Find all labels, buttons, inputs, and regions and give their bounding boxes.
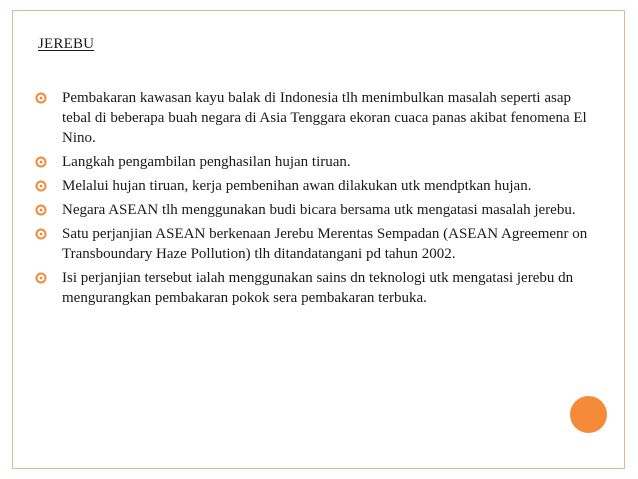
bullet-item (35, 224, 595, 264)
bullet-text: Satu perjanjian ASEAN berkenaan Jerebu Merentas Sempadan (ASEAN Agreemenr on Transboundary Haze Pollution) tlh ditandatangani pd tahun 2002. (62, 226, 588, 262)
bullet-text: Isi perjanjian tersebut ialah menggunakan sains dn teknologi utk mengatasi jerebu dn mengurangkan pembakaran pokok sera pembakaran terbuka. (62, 270, 574, 306)
bullet-list (35, 88, 595, 312)
bullet-item (35, 268, 595, 308)
bullet-icon (35, 92, 47, 104)
bullet-text: Pembakaran kawasan kayu balak di Indonesia tlh menimbulkan masalah seperti asap tebal di beberapa buah negara di Asia Tenggara ekoran cuaca panas akibat fenomena El Nino. (62, 90, 587, 146)
bullet-icon (35, 228, 47, 240)
bullet-item (35, 152, 595, 172)
orange-circle-decoration (570, 396, 607, 433)
bullet-icon (35, 180, 47, 192)
bullet-item (35, 176, 595, 196)
bullet-text: Langkah pengambilan penghasilan hujan tiruan. (62, 154, 351, 170)
bullet-text: Negara ASEAN tlh menggunakan budi bicara bersama utk mengatasi masalah jerebu. (62, 202, 576, 218)
bullet-icon (35, 204, 47, 216)
bullet-item (35, 88, 595, 148)
slide-title: JEREBU (38, 36, 95, 52)
bullet-item (35, 200, 595, 220)
bullet-text: Melalui hujan tiruan, kerja pembenihan awan dilakukan utk mendptkan hujan. (62, 178, 532, 194)
bullet-icon (35, 156, 47, 168)
bullet-icon (35, 272, 47, 284)
